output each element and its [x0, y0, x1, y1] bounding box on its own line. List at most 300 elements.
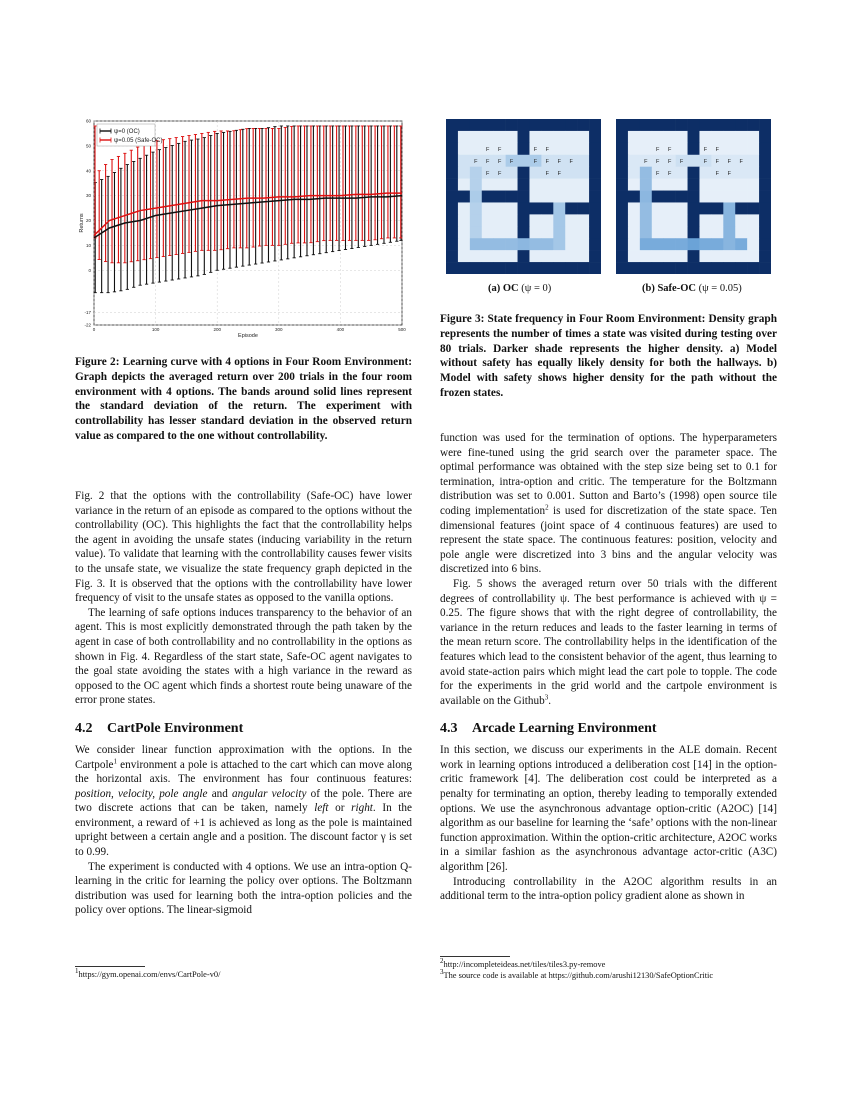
wall-cell — [616, 214, 628, 226]
wall-cell — [589, 202, 601, 214]
x-tick-label: 200 — [213, 327, 221, 332]
y-tick-label: -17 — [84, 310, 91, 316]
frozen-state-marker: F — [703, 146, 708, 153]
state-cell — [735, 238, 747, 250]
state-cell — [652, 131, 664, 143]
left-column — [75, 489, 412, 918]
state-cell — [664, 226, 676, 238]
wall-cell — [589, 214, 601, 226]
state-cell — [676, 238, 688, 250]
paragraph: Fig. 2 that the options with the controllability (Safe-OC) have lower variance in the return of an episode as compared to the options without the controllability (OC). This highlights the fact that the controllability helps the agent in avoiding the unsafe states (inducing variability in the return value). To validate that learning with the controllability causes fewer visits to the unsafe state, we visualize the state frequency graph depicted in the Fig. 3. It is observed that the options with the controllability have lower frequency of visit to the unsafe states as opposed to the vanilla options. — [75, 490, 412, 605]
wall-cell — [518, 191, 530, 203]
wall-cell — [616, 250, 628, 262]
wall-cell — [759, 179, 771, 191]
state-cell — [565, 143, 577, 155]
state-cell — [482, 226, 494, 238]
wall-cell — [747, 262, 759, 274]
frozen-state-marker: F — [497, 146, 502, 153]
frozen-state-marker: F — [667, 146, 672, 153]
wall-cell — [446, 202, 458, 214]
state-cell — [747, 155, 759, 167]
state-cell — [664, 202, 676, 214]
state-cell — [735, 226, 747, 238]
frozen-state-marker: F — [545, 146, 550, 153]
wall-cell — [688, 191, 700, 203]
state-cell — [577, 131, 589, 143]
frozen-state-marker: F — [739, 158, 743, 165]
y-tick-label: 10 — [85, 242, 91, 248]
state-cell — [735, 167, 747, 179]
wall-cell — [616, 191, 628, 203]
state-cell — [723, 238, 735, 250]
state-cell — [640, 191, 652, 203]
state-cell — [747, 226, 759, 238]
state-cell — [640, 250, 652, 262]
state-cell — [676, 143, 688, 155]
wall-cell — [458, 262, 470, 274]
wall-cell — [711, 202, 723, 214]
state-cell — [735, 214, 747, 226]
wall-cell — [518, 131, 530, 143]
frozen-state-marker: F — [715, 146, 720, 153]
state-cell — [553, 250, 565, 262]
state-cell — [723, 143, 735, 155]
state-cell — [652, 226, 664, 238]
wall-cell — [446, 238, 458, 250]
wall-cell — [518, 250, 530, 262]
wall-cell — [553, 119, 565, 131]
frozen-state-marker: F — [644, 158, 648, 165]
state-cell — [506, 238, 518, 250]
state-cell — [699, 167, 711, 179]
y-tick-label: -22 — [84, 322, 91, 328]
state-cell — [652, 179, 664, 191]
figure-2-chart — [78, 115, 412, 343]
wall-cell — [589, 226, 601, 238]
state-cell — [506, 179, 518, 191]
wall-cell — [506, 191, 518, 203]
state-cell — [723, 191, 735, 203]
state-cell — [470, 250, 482, 262]
frozen-state-marker: F — [545, 170, 550, 177]
wall-cell — [446, 250, 458, 262]
frozen-state-marker: F — [545, 158, 550, 165]
state-cell — [652, 214, 664, 226]
wall-cell — [541, 202, 553, 214]
state-cell — [699, 191, 711, 203]
state-cell — [482, 238, 494, 250]
state-cell — [628, 167, 640, 179]
wall-cell — [747, 119, 759, 131]
state-cell — [711, 238, 723, 250]
state-cell — [711, 226, 723, 238]
state-cell — [541, 131, 553, 143]
wall-cell — [518, 202, 530, 214]
frozen-state-marker: F — [715, 158, 720, 165]
wall-cell — [759, 143, 771, 155]
paragraph: We consider linear function approximation with the options. In the Cartpole$^1$ environment a pole is attached to the cart which can move along the horizontal axis. The environment has four continuous features: position, velocity, pole angle and angular velocity of the pole. There are two discrete actions that can be taken, namely left or right. In the environment, a reward of +1 is achieved as long as the pole is maintained upright between a certain angle and a position. The discount factor γ is set to 0.99. — [75, 743, 412, 859]
wall-cell — [652, 119, 664, 131]
wall-cell — [664, 119, 676, 131]
state-cell — [723, 179, 735, 191]
state-cell — [482, 214, 494, 226]
state-cell — [628, 250, 640, 262]
wall-cell — [518, 226, 530, 238]
wall-cell — [699, 202, 711, 214]
state-cell — [482, 131, 494, 143]
wall-cell — [589, 119, 601, 131]
state-cell — [688, 238, 700, 250]
state-cell — [506, 226, 518, 238]
footnote-rule — [75, 966, 145, 967]
x-tick-label: 100 — [151, 327, 160, 332]
wall-cell — [628, 119, 640, 131]
wall-cell — [446, 262, 458, 274]
state-cell — [747, 143, 759, 155]
wall-cell — [518, 119, 530, 131]
state-cell — [553, 179, 565, 191]
y-tick-label: 60 — [85, 118, 91, 124]
wall-cell — [446, 167, 458, 179]
x-tick-label: 500 — [398, 327, 406, 332]
state-cell — [529, 167, 541, 179]
state-cell — [640, 238, 652, 250]
state-cell — [628, 214, 640, 226]
frozen-state-marker: F — [557, 170, 561, 177]
state-cell — [640, 202, 652, 214]
state-cell — [565, 238, 577, 250]
y-tick-label: 40 — [85, 168, 91, 174]
footnote-1: $^1$https://gym.openai.com/envs/CartPole-v0/ — [75, 967, 221, 979]
wall-cell — [494, 191, 506, 203]
state-cell — [699, 238, 711, 250]
wall-cell — [699, 262, 711, 274]
wall-cell — [735, 119, 747, 131]
state-cell — [541, 191, 553, 203]
wall-cell — [541, 119, 553, 131]
state-cell — [518, 155, 530, 167]
frozen-state-marker: F — [656, 158, 660, 165]
state-cell — [711, 214, 723, 226]
wall-cell — [577, 202, 589, 214]
wall-cell — [529, 202, 541, 214]
wall-cell — [735, 202, 747, 214]
state-cell — [470, 191, 482, 203]
wall-cell — [723, 119, 735, 131]
state-cell — [541, 238, 553, 250]
state-cell — [494, 202, 506, 214]
state-cell — [565, 191, 577, 203]
wall-cell — [458, 119, 470, 131]
state-cell — [664, 250, 676, 262]
state-cell — [628, 179, 640, 191]
wall-cell — [446, 131, 458, 143]
state-cell — [711, 179, 723, 191]
frozen-state-marker: F — [727, 158, 731, 165]
state-cell — [470, 202, 482, 214]
state-cell — [458, 131, 470, 143]
state-cell — [723, 250, 735, 262]
state-cell — [494, 226, 506, 238]
state-cell — [458, 226, 470, 238]
wall-cell — [589, 179, 601, 191]
figure-3a-subcaption: (a) OC (ψ = 0) — [488, 283, 552, 294]
state-cell — [640, 226, 652, 238]
state-cell — [664, 214, 676, 226]
state-cell — [628, 238, 640, 250]
wall-cell — [640, 262, 652, 274]
wall-cell — [652, 191, 664, 203]
state-cell — [482, 179, 494, 191]
wall-cell — [652, 262, 664, 274]
y-tick-label: 50 — [85, 143, 91, 149]
wall-cell — [446, 143, 458, 155]
state-cell — [470, 167, 482, 179]
frozen-state-marker: F — [727, 170, 731, 177]
state-cell — [723, 226, 735, 238]
state-cell — [747, 131, 759, 143]
figure-3b-state-frequency-grid — [616, 119, 771, 274]
x-tick-label: 300 — [275, 327, 283, 332]
wall-cell — [589, 262, 601, 274]
state-cell — [458, 143, 470, 155]
wall-cell — [446, 119, 458, 131]
state-cell — [640, 214, 652, 226]
state-cell — [565, 179, 577, 191]
state-cell — [628, 202, 640, 214]
state-cell — [628, 143, 640, 155]
wall-cell — [676, 191, 688, 203]
state-cell — [553, 214, 565, 226]
wall-cell — [616, 167, 628, 179]
wall-cell — [640, 119, 652, 131]
wall-cell — [688, 179, 700, 191]
wall-cell — [759, 167, 771, 179]
state-cell — [494, 214, 506, 226]
frozen-state-marker: F — [486, 170, 490, 177]
frozen-state-marker: F — [557, 158, 561, 165]
state-cell — [652, 202, 664, 214]
wall-cell — [529, 119, 541, 131]
wall-cell — [628, 262, 640, 274]
wall-cell — [688, 119, 700, 131]
state-cell — [506, 202, 518, 214]
state-cell — [676, 202, 688, 214]
state-cell — [553, 238, 565, 250]
state-cell — [652, 250, 664, 262]
state-cell — [553, 143, 565, 155]
wall-cell — [589, 238, 601, 250]
wall-cell — [577, 119, 589, 131]
state-cell — [640, 167, 652, 179]
state-cell — [676, 179, 688, 191]
state-cell — [541, 214, 553, 226]
frozen-state-marker: F — [569, 158, 573, 165]
wall-cell — [759, 262, 771, 274]
frozen-state-marker: F — [703, 158, 708, 165]
state-cell — [711, 131, 723, 143]
wall-cell — [529, 262, 541, 274]
wall-cell — [494, 262, 506, 274]
state-cell — [458, 250, 470, 262]
wall-cell — [616, 155, 628, 167]
wall-cell — [565, 262, 577, 274]
state-cell — [664, 238, 676, 250]
wall-cell — [759, 119, 771, 131]
wall-cell — [446, 179, 458, 191]
y-tick-label: 30 — [85, 193, 91, 199]
wall-cell — [616, 143, 628, 155]
x-tick-label: 0 — [92, 327, 96, 332]
state-cell — [470, 214, 482, 226]
wall-cell — [616, 238, 628, 250]
figure-2-caption: Figure 2: Learning curve with 4 options in Four Room Environment: Graph depicts the averaged return over 200 trials in the four room environment with 4 options. The bands around solid lines represent the standard deviation of the return. The experiment with controllability has lesser standard deviation in the observed return value as compared to the one without controllability. — [75, 356, 412, 442]
x-tick-label: 400 — [336, 327, 345, 332]
wall-cell — [676, 119, 688, 131]
state-cell — [577, 226, 589, 238]
state-cell — [529, 250, 541, 262]
state-cell — [735, 250, 747, 262]
right-column — [440, 431, 777, 904]
wall-cell — [541, 262, 553, 274]
state-cell — [458, 167, 470, 179]
wall-cell — [518, 179, 530, 191]
footnote-rule — [440, 956, 510, 957]
state-cell — [676, 226, 688, 238]
frozen-state-marker: F — [656, 170, 660, 177]
wall-cell — [506, 119, 518, 131]
state-cell — [470, 143, 482, 155]
state-cell — [747, 179, 759, 191]
state-cell — [735, 131, 747, 143]
state-cell — [628, 226, 640, 238]
state-cell — [541, 226, 553, 238]
wall-cell — [589, 167, 601, 179]
state-cell — [494, 179, 506, 191]
state-cell — [470, 179, 482, 191]
legend-label: ψ=0 (OC) — [114, 129, 140, 135]
state-cell — [541, 179, 553, 191]
state-cell — [553, 202, 565, 214]
wall-cell — [553, 262, 565, 274]
state-cell — [494, 238, 506, 250]
wall-cell — [616, 179, 628, 191]
wall-cell — [616, 119, 628, 131]
wall-cell — [759, 191, 771, 203]
state-cell — [458, 202, 470, 214]
frozen-state-marker: F — [497, 158, 502, 165]
wall-cell — [589, 143, 601, 155]
state-cell — [747, 238, 759, 250]
wall-cell — [470, 119, 482, 131]
frozen-state-marker: F — [656, 146, 660, 153]
state-cell — [506, 131, 518, 143]
wall-cell — [664, 191, 676, 203]
state-cell — [553, 226, 565, 238]
wall-cell — [759, 155, 771, 167]
state-cell — [529, 238, 541, 250]
state-cell — [640, 143, 652, 155]
state-cell — [529, 191, 541, 203]
wall-cell — [688, 250, 700, 262]
frozen-state-marker: F — [533, 146, 538, 153]
state-cell — [482, 250, 494, 262]
state-cell — [747, 214, 759, 226]
state-cell — [518, 238, 530, 250]
y-tick-label: 20 — [85, 218, 91, 224]
state-cell — [699, 250, 711, 262]
section-heading-4-3: 4.3 Arcade Learning Environment — [440, 721, 657, 737]
state-cell — [711, 191, 723, 203]
state-cell — [458, 214, 470, 226]
state-cell — [723, 214, 735, 226]
wall-cell — [664, 262, 676, 274]
section-heading-4-2: 4.2 CartPole Environment — [75, 720, 244, 736]
wall-cell — [616, 262, 628, 274]
y-tick-label: 0 — [88, 267, 91, 273]
state-cell — [747, 167, 759, 179]
wall-cell — [518, 143, 530, 155]
state-cell — [688, 155, 700, 167]
wall-cell — [482, 191, 494, 203]
state-cell — [458, 179, 470, 191]
wall-cell — [565, 119, 577, 131]
state-cell — [664, 179, 676, 191]
state-cell — [506, 143, 518, 155]
wall-cell — [446, 155, 458, 167]
wall-cell — [616, 202, 628, 214]
state-cell — [506, 167, 518, 179]
frozen-state-marker: F — [497, 170, 502, 177]
state-cell — [470, 131, 482, 143]
wall-cell — [688, 143, 700, 155]
wall-cell — [577, 262, 589, 274]
wall-cell — [616, 226, 628, 238]
state-cell — [577, 238, 589, 250]
frozen-state-marker: F — [667, 170, 672, 177]
state-cell — [723, 131, 735, 143]
state-cell — [699, 131, 711, 143]
paragraph: The learning of safe options induces transparency to the behavior of an agent. This is most explicitly demonstrated through the path taken by the agent in case of both controllability and no controllability in the options as shown in Fig. 4. Regardless of the start state, Safe-OC agent navigates to the goal state avoiding the states with a high variance in the reward as opposed to the OC agent which finds a shortest route being unaware of the error prone states. — [75, 606, 412, 707]
state-cell — [470, 238, 482, 250]
wall-cell — [565, 202, 577, 214]
frozen-state-marker: F — [486, 158, 490, 165]
state-cell — [735, 191, 747, 203]
paragraph: function was used for the termination of options. The hyperparameters were fine-tuned using the grid search over the parameter space. The optimal performance was obtained with the step size being set to 0.1 for termination, intra-option and critic. The temperature for the Boltzmann distribution was set to 0.001. Sutton and Barto’s (1998) open source tile coding implementation$^2$ is used for discretization of the state space. Ten dimensional features (joint space of 4 continuous features) are used to represent the state space. The continuous features: position, velocity and pole angle were discretized into 3 bins and the angular velocity was discretized into 6 bins. — [440, 432, 777, 576]
paragraph: Fig. 5 shows the averaged return over 50 trials with the different degrees of controllability ψ. The best performance is achieved with ψ = 0.25. The figure shows that with the right degree of controllability, the variance in the return reduces and leads to the faster learning in terms of the mean return score. The controllability helps in the identification of the features which lead to the consistent behavior of the agent, thus learning to avoid state-action pairs which might lead the cart pole to topple. The code for the experiments in the grid world and the cartpole environment is available on the Github$^3$. — [440, 577, 777, 707]
state-cell — [470, 226, 482, 238]
wall-cell — [688, 262, 700, 274]
legend-label: ψ=0.05 (Safe-OC) — [114, 138, 163, 144]
state-cell — [664, 131, 676, 143]
state-cell — [676, 214, 688, 226]
frozen-state-marker: F — [486, 146, 490, 153]
state-cell — [565, 131, 577, 143]
wall-cell — [723, 262, 735, 274]
state-cell — [711, 250, 723, 262]
state-cell — [577, 143, 589, 155]
state-cell — [577, 167, 589, 179]
wall-cell — [759, 226, 771, 238]
wall-cell — [759, 202, 771, 214]
wall-cell — [518, 167, 530, 179]
state-cell — [565, 167, 577, 179]
wall-cell — [628, 191, 640, 203]
state-cell — [699, 226, 711, 238]
paragraph: Introducing controllability in the A2OC algorithm results in an additional term to the intra-option policy gradient alone as shown in — [440, 875, 777, 903]
state-cell — [735, 143, 747, 155]
paragraph: In this section, we discuss our experiments in the ALE domain. Recent work in learning options introduced a deliberation cost [14] in the option-critic framework [4]. The deliberation cost could be interpreted as a penalty for terminating an option, thereby leading to temporally extended options. We use the asynchronous advantage option-critic (A2OC) [14] algorithm as our baseline for learning the ‘safe’ options with the non-linear function approximation. Within the option-critic architecture, A2OC works in a similar fashion as the asynchronous advantage actor-critic (A3C) algorithm [26]. — [440, 744, 777, 874]
